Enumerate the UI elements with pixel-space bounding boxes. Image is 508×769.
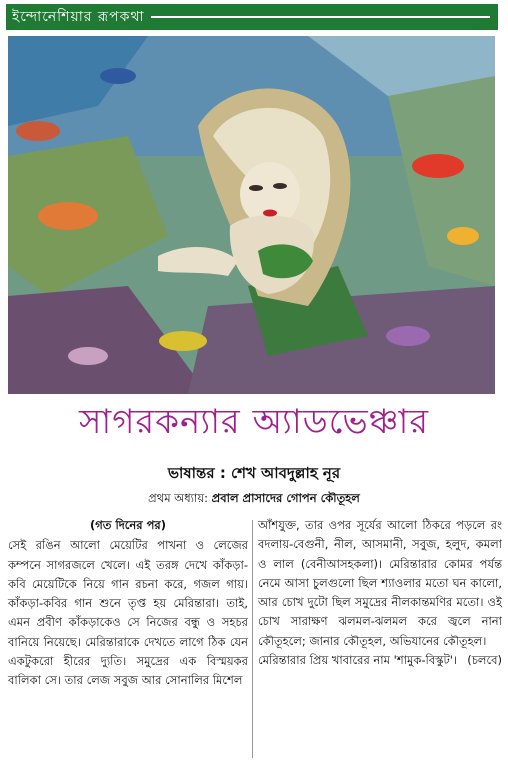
chapter-line <box>0 490 508 509</box>
right-paragraph-1: আঁশযুক্ত, তার ওপর সূর্যের আলো ঠিকরে পড়লে রং বদলায়-বেগুনী, নীল, আসমানী, সবুজ, হলুদ, কমলা ও লাল (বেনীআসহকলা)। মেরিন্তারার কোমর পর্যন্ত নেমে আসা চুলগুলো ছিল শ্যাওলার মতো ঘন কালো, আর চোখ দুটো ছিল সমুদ্রের নীলকান্তমণির মতো। ওই চোখ সারাক্ষণ ঝলমল-ঝলমল করে জ্বলে নানা কৌতূহলে; জানার কৌতূহল, অভিযানের কৌতূহল। <box>258 518 502 648</box>
right-paragraph-2 <box>258 651 502 670</box>
chapter-title: প্রবাল প্রাসাদের গোপন কৌতূহল <box>211 491 360 505</box>
section-label: ইন্দোনেশিয়ার রূপকথা <box>12 9 145 25</box>
column-divider <box>252 520 253 758</box>
story-title: সাগরকন্যার অ্যাডভেঞ্চার <box>78 402 430 442</box>
left-column <box>8 516 248 691</box>
chapter-label: প্রথম অধ্যায়: <box>148 491 208 505</box>
mermaid-illustration <box>8 36 495 394</box>
right-paragraph-2-text: মেরিন্তারার প্রিয় খাবারের নাম 'শামুক-বিস্কুট'। <box>258 653 458 668</box>
right-column <box>258 516 502 670</box>
section-header <box>6 4 498 30</box>
left-paragraph: সেই রঙিন আলো মেয়েটির পাখনা ও লেজের কম্পনে সাগরজলে খেলে। এই তরঙ্গ দেখে কাঁকড়া-কবি মেয়েটিকে নিয়ে গান রচনা করে, গজল গায়। কাঁকড়া-কবির গান শুনে তৃপ্ত হয় মেরিন্তারা। তাই, এমন প্রবীণ কাঁকড়াকেও সে নিজের বন্ধু ও সহচর বানিয়ে নিয়েছে। মেরিন্তারাকে দেখতে লাগে ঠিক যেন একটুকরো হীরের দ্যুতি। সমুদ্রের এক বিস্ময়কর বালিকা সে। তার লেজ সবুজ আর সোনালির মিশেল <box>8 538 248 688</box>
continued-from-label: (গত দিনের পর) <box>90 518 166 532</box>
header-rule <box>151 16 490 18</box>
to-be-continued: (চলবে) <box>467 653 502 668</box>
mermaid-illustration-icon <box>8 36 495 394</box>
translator-line: ভাষান্তর : শেখ আবদুল্লাহ নূর <box>167 464 341 482</box>
